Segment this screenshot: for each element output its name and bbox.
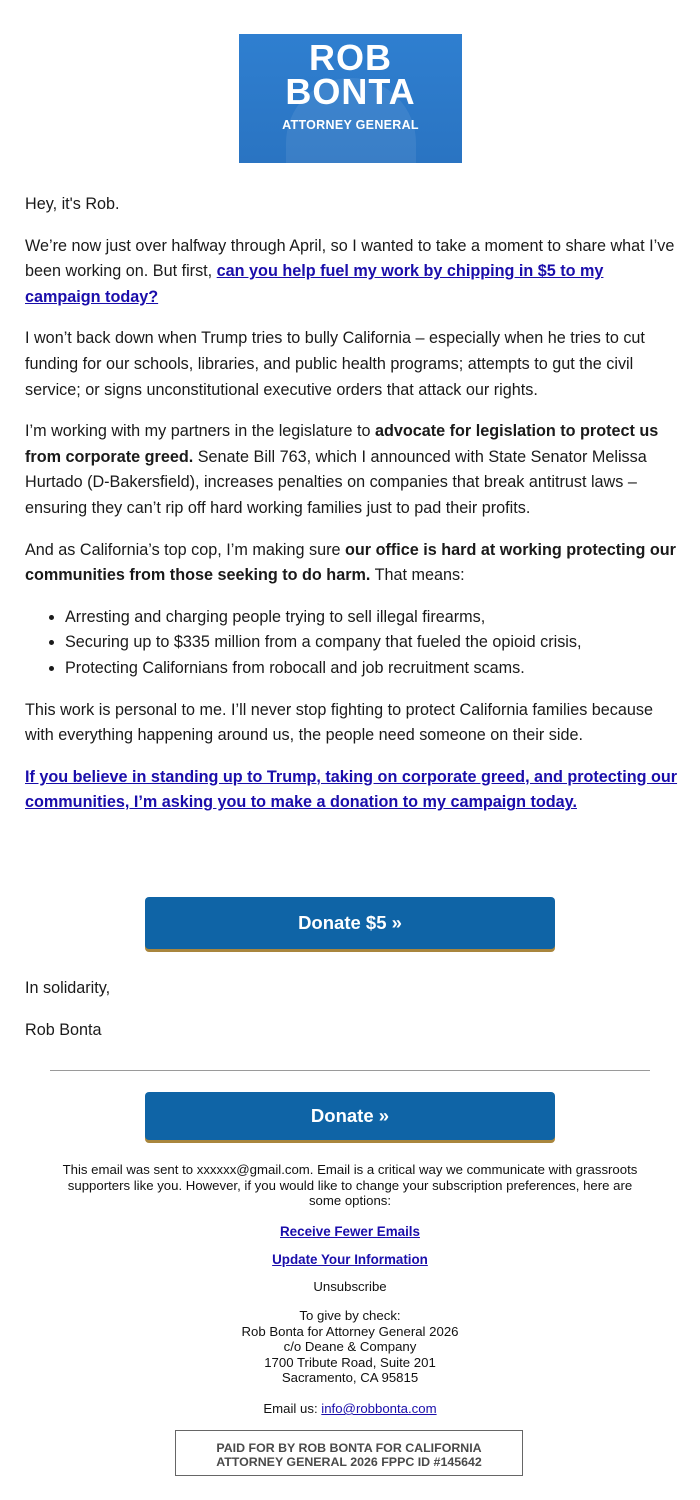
topcop-bold: our office is hard at working protecting our communities from those seeking to do harm.: [25, 540, 676, 585]
check-address: [60, 1308, 640, 1386]
logo-line-bonta: BONTA: [285, 71, 416, 112]
signature: Rob Bonta: [25, 1021, 102, 1039]
paid-for-disclaimer: [175, 1430, 523, 1476]
footer-link-row: [60, 1224, 640, 1240]
check-line: Rob Bonta for Attorney General 2026: [241, 1323, 459, 1339]
footer-link-row: [60, 1252, 640, 1268]
paragraph-intro: [25, 234, 680, 311]
check-line: 1700 Tribute Road, Suite 201: [264, 1354, 436, 1370]
logo-line-title: ATTORNEY GENERAL: [282, 118, 419, 132]
chip-in-link[interactable]: can you help fuel my work by chipping in $5 to my campaign today?: [25, 262, 604, 306]
logo-line-rob: ROB: [309, 37, 392, 78]
paragraph-trump: I won’t back down when Trump tries to bully California – especially when he tries to cut funding for our schools, libraries, and public health programs; attempts to gut the civil service; or signs unconstitutional executive orders that attack our rights.: [25, 329, 645, 399]
check-title: To give by check:: [299, 1308, 401, 1323]
footer-intro: This email was sent to xxxxxx@gmail.com. Email is a critical way we communicate with grassroots supporters like you. However, if you would like to change your subscription preferences, here are some options:: [62, 1162, 638, 1208]
paragraph-top-cop: [25, 538, 680, 589]
receive-fewer-emails-link[interactable]: Receive Fewer Emails: [280, 1224, 420, 1239]
paragraph-cta: [25, 765, 680, 816]
unsubscribe-link[interactable]: Unsubscribe: [313, 1279, 387, 1294]
legislation-pre: I’m working with my partners in the legislature to: [25, 422, 375, 441]
legislation-bold: advocate for legislation to protect us from corporate greed.: [25, 422, 659, 466]
list-item: • Securing up to $335 million from a company that fueled the opioid crisis,: [65, 630, 680, 656]
paid-line: ATTORNEY GENERAL 2026 FPPC ID #145642: [216, 1455, 482, 1469]
divider: [50, 1070, 650, 1071]
paragraph-personal: This work is personal to me. I’ll never stop fighting to protect California families because with everything happening around us, the people need someone on their side.: [25, 700, 654, 745]
donate-button[interactable]: Donate »: [145, 1092, 555, 1140]
intro-text: We’re now just over halfway through April, so I wanted to take a moment to share what I’ve been working on. But first,: [25, 236, 675, 281]
list-item: • Arresting and charging people trying to sell illegal firearms,: [65, 605, 680, 631]
list-item: • Protecting Californians from robocall and job recruitment scams.: [65, 656, 680, 682]
update-information-link[interactable]: Update Your Information: [272, 1252, 428, 1267]
greeting: Hey, it's Rob.: [25, 195, 120, 213]
paragraph-legislation: [25, 419, 680, 521]
donation-cta-link[interactable]: If you believe in standing up to Trump, taking on corporate greed, and protecting our communities, I’m asking you to make a donation to my campaign today.: [25, 767, 678, 812]
footer-email: [60, 1401, 640, 1417]
legislation-post: Senate Bill 763, which I announced with State Senator Melissa Hurtado (D-Bakersfield), increases penalties on companies that break antitrust laws – ensuring they can’t rip off hard working families just to pad their profits.: [25, 447, 647, 517]
accomplishments-list: [25, 605, 680, 682]
paid-line: PAID FOR BY ROB BONTA FOR CALIFORNIA: [216, 1441, 482, 1455]
email-address-link[interactable]: info@robbonta.com: [321, 1401, 437, 1416]
topcop-pre: And as California’s top cop, I’m making sure: [25, 540, 346, 559]
campaign-logo: [239, 34, 462, 163]
topcop-post: That means:: [370, 566, 465, 585]
email-body: [25, 192, 680, 832]
check-line: c/o Deane & Company: [283, 1339, 417, 1354]
check-line: Sacramento, CA 95815: [281, 1370, 419, 1385]
signoff: In solidarity,: [25, 979, 111, 997]
email-label: Email us:: [263, 1401, 322, 1416]
donate-5-button[interactable]: Donate $5 »: [145, 897, 555, 949]
